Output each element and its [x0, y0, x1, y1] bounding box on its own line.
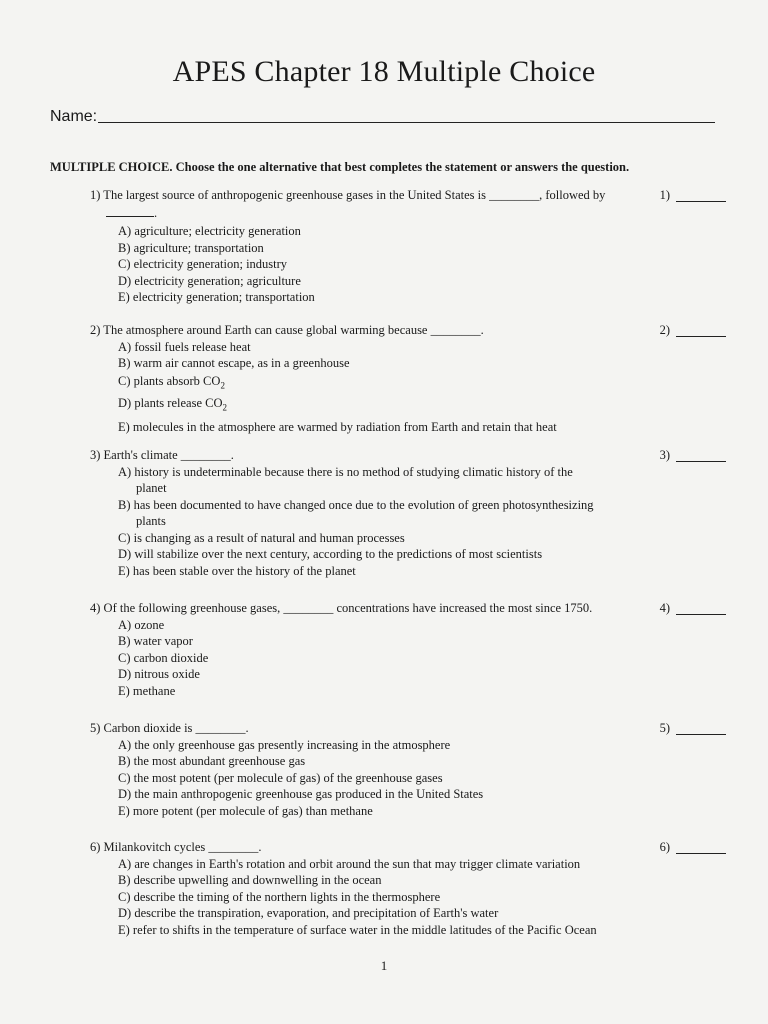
answer-line[interactable] [676, 336, 726, 337]
option-continued: planet [136, 481, 167, 495]
page-number: 1 [380, 958, 388, 973]
answer-number: 2) [659, 323, 670, 337]
question-3 [90, 447, 730, 579]
option[interactable]: D) will stabilize over the next century, according to the predictions of most scientists [118, 547, 543, 561]
answer-number: 5) [659, 721, 670, 735]
option[interactable]: C) electricity generation; industry [118, 257, 288, 271]
options-list [118, 617, 730, 700]
options-list [118, 223, 730, 306]
question-stem: 1) The largest source of anthropogenic greenhouse gases in the United States is ________, followed by [90, 188, 606, 202]
option[interactable]: A) are changes in Earth's rotation and orbit around the sun that may trigger climate variation [118, 856, 581, 871]
answer-line[interactable] [676, 734, 726, 735]
option[interactable]: E) refer to shifts in the temperature of surface water in the middle latitudes of the Pacific Ocean [118, 922, 597, 937]
option-continued: plants [136, 514, 166, 528]
question-5 [90, 720, 730, 819]
option[interactable]: B) agriculture; transportation [118, 240, 264, 255]
option[interactable]: D) describe the transpiration, evaporation, and precipitation of Earth's water [118, 906, 499, 920]
answer-line[interactable] [676, 853, 726, 854]
question-stem: 5) Carbon dioxide is ________. [90, 721, 249, 735]
option[interactable]: D) plants release $CO_2$ [118, 396, 227, 413]
page-title: APES Chapter 18 Multiple Choice [172, 55, 596, 88]
option[interactable]: C) carbon dioxide [118, 650, 209, 665]
options-list [118, 856, 730, 939]
options-list [118, 737, 730, 820]
option[interactable]: D) nitrous oxide [118, 667, 200, 681]
option[interactable]: B) describe upwelling and downwelling in the ocean [118, 873, 382, 887]
option[interactable]: A) the only greenhouse gas presently increasing in the atmosphere [118, 737, 451, 752]
option[interactable]: D) electricity generation; agriculture [118, 273, 301, 288]
option[interactable]: A) ozone [118, 617, 165, 632]
question-2 [90, 322, 730, 437]
option[interactable]: C) describe the timing of the northern lights in the thermosphere [118, 889, 441, 904]
option[interactable]: E) more potent (per molecule of gas) than methane [118, 803, 373, 818]
question-6 [90, 839, 730, 938]
option[interactable]: D) the main anthropogenic greenhouse gas produced in the United States [118, 787, 484, 801]
option[interactable]: B) warm air cannot escape, as in a greenhouse [118, 356, 350, 370]
answer-line[interactable] [676, 461, 726, 462]
option[interactable]: E) methane [118, 683, 176, 698]
answer-line[interactable] [676, 614, 726, 615]
option[interactable]: B) the most abundant greenhouse gas [118, 754, 306, 768]
option[interactable]: E) molecules in the atmosphere are warmed by radiation from Earth and retain that heat [118, 419, 557, 434]
option[interactable]: A) fossil fuels release heat [118, 339, 251, 354]
options-list [118, 464, 730, 580]
answer-blank-inline [106, 204, 154, 217]
answer-number: 1) [659, 188, 670, 202]
question-stem: 4) Of the following greenhouse gases, ________ concentrations have increased the most since 1750. [90, 601, 593, 615]
name-label: Name: [50, 108, 98, 125]
question-stem: 6) Milankovitch cycles ________. [90, 840, 262, 854]
option[interactable]: C) plants absorb $CO_2$ [118, 373, 225, 390]
option[interactable]: A) history is undeterminable because there is no method of studying climatic history of the [118, 464, 573, 479]
question-4 [90, 600, 730, 699]
option[interactable]: B) water vapor [118, 634, 193, 648]
option[interactable]: C) the most potent (per molecule of gas) of the greenhouse gases [118, 770, 443, 785]
question-stem: 3) Earth's climate ________. [90, 448, 234, 462]
answer-number: 6) [659, 840, 670, 854]
name-field-line[interactable] [98, 122, 715, 123]
answer-line[interactable] [676, 201, 726, 202]
option[interactable]: B) has been documented to have changed once due to the evolution of green photosynthesizing [118, 497, 594, 512]
answer-number: 3) [659, 448, 670, 462]
question-1 [90, 187, 730, 306]
name-row [50, 108, 715, 128]
option[interactable]: E) has been stable over the history of the planet [118, 563, 356, 578]
answer-number: 4) [659, 601, 670, 615]
question-stem: 2) The atmosphere around Earth can cause global warming because ________. [90, 323, 484, 337]
instructions: MULTIPLE CHOICE. Choose the one alternative that best completes the statement or answers the question. [50, 160, 630, 174]
options-list [118, 339, 730, 437]
option[interactable]: E) electricity generation; transportation [118, 290, 315, 304]
option[interactable]: C) is changing as a result of natural and human processes [118, 530, 405, 545]
question-stem-continued: . [90, 204, 730, 222]
option[interactable]: A) agriculture; electricity generation [118, 224, 301, 238]
